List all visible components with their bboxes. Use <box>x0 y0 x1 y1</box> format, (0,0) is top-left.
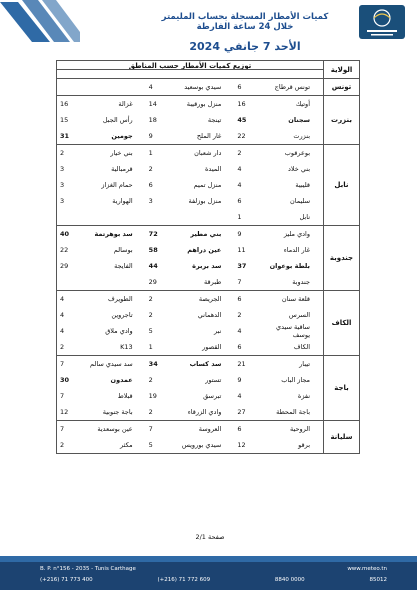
station-name: قلعة سنان <box>281 295 311 303</box>
table-row <box>57 112 323 128</box>
station-name: بنزرت <box>293 132 311 140</box>
station-name: قرمبالية <box>111 165 133 173</box>
station-cell <box>57 116 146 124</box>
station-name: بوسالم <box>113 246 133 254</box>
station-name: الفايجة <box>114 262 133 270</box>
station-name: منزل بوزلفة <box>188 197 222 205</box>
station-name: طبرقة <box>204 278 222 286</box>
rainfall-value: 1 <box>148 149 153 157</box>
station-cell <box>146 278 235 286</box>
station-cell <box>234 441 323 449</box>
station-cell <box>234 83 323 91</box>
station-cell <box>146 100 235 108</box>
rainfall-value: 6 <box>237 83 242 91</box>
station-cell <box>57 311 146 319</box>
station-cell <box>146 360 235 368</box>
rainfall-value: 4 <box>237 181 242 189</box>
governorate-name: تونس <box>323 79 359 95</box>
station-name: الهوارية <box>112 197 133 205</box>
table-row <box>57 307 323 323</box>
rainfall-value: 40 <box>60 230 70 238</box>
station-name: بني خلاد <box>287 165 311 173</box>
station-cell <box>234 278 323 286</box>
table-row <box>57 226 323 242</box>
rainfall-value: 6 <box>237 197 242 205</box>
footer-green-line: 8840 0000 <box>274 577 305 583</box>
rainfall-value: 6 <box>148 181 153 189</box>
station-cell <box>234 197 323 205</box>
rainfall-value: 18 <box>148 116 157 124</box>
rainfall-value: 21 <box>237 360 246 368</box>
governorate-block <box>57 226 359 291</box>
station-cell <box>234 262 323 270</box>
rainfall-value: 7 <box>237 278 242 286</box>
station-name: دار شعبان <box>194 149 222 157</box>
table-row <box>57 339 323 355</box>
rainfall-value: 19 <box>148 392 157 400</box>
rainfall-value: 7 <box>60 392 65 400</box>
rainfall-value: 22 <box>60 246 69 254</box>
header-title-line2: خلال 24 ساعة الفارطة <box>196 22 294 32</box>
rainfall-value: 4 <box>60 311 65 319</box>
rainfall-value: 3 <box>60 181 65 189</box>
station-name: مجاز الباب <box>281 376 311 384</box>
station-cell <box>146 149 235 157</box>
rainfall-value: 2 <box>148 165 153 173</box>
station-cell <box>57 132 146 140</box>
footer-address: B. P. n°156 - 2035 - Tunis Carthage <box>40 566 136 572</box>
rainfall-value: 45 <box>237 116 247 124</box>
table-header <box>57 61 359 79</box>
station-name: سد بربرة <box>192 262 222 270</box>
station-cell <box>57 425 146 433</box>
rainfall-value: 2 <box>148 311 153 319</box>
rainfall-value: 11 <box>237 246 246 254</box>
station-cell <box>234 323 323 339</box>
rainfall-value: 27 <box>237 408 246 416</box>
station-name: عمدون <box>110 376 133 384</box>
table-row <box>57 177 323 193</box>
table-row <box>57 372 323 388</box>
station-name: تستور <box>205 376 222 384</box>
station-name: برقو <box>298 441 311 449</box>
station-name: الجريصة <box>198 295 222 303</box>
table-row <box>57 388 323 404</box>
station-name: باجة جنوبية <box>102 408 133 416</box>
station-cell <box>57 100 146 108</box>
governorate-block <box>57 79 359 96</box>
station-name: حمام الغزاز <box>101 181 133 189</box>
decorative-stripes <box>0 0 80 42</box>
station-name: أوتيك <box>295 100 311 108</box>
rainfall-value: 4 <box>60 295 65 303</box>
rainfall-value: 16 <box>237 100 246 108</box>
rainfall-value: 5 <box>148 327 153 335</box>
rainfall-value: 2 <box>148 295 153 303</box>
station-cell <box>234 213 323 221</box>
station-cell <box>146 246 235 254</box>
station-name: سد بوهرتمة <box>94 230 133 238</box>
governorate-name: باجة <box>323 356 359 420</box>
footer-website[interactable]: www.meteo.tn <box>347 566 387 572</box>
rainfall-value: 37 <box>237 262 247 270</box>
station-cell <box>234 376 323 384</box>
header-title-line1: كميات الأمطار المسجلة بحساب المليمتر <box>161 12 329 22</box>
station-name: غار الدماء <box>283 246 311 254</box>
rainfall-value: 14 <box>148 100 157 108</box>
rainfall-value: 4 <box>148 83 153 91</box>
footer-phone2: (+216) 71 772 609 <box>157 577 211 583</box>
station-name: سجنان <box>288 116 311 124</box>
rainfall-value: 9 <box>148 132 153 140</box>
table-row <box>57 209 323 225</box>
station-name: نابل <box>299 213 311 221</box>
rainfall-value: 7 <box>148 425 153 433</box>
station-cell <box>146 327 235 335</box>
rainfall-value: 12 <box>237 441 246 449</box>
rainfall-value: 29 <box>60 262 69 270</box>
station-cell <box>146 132 235 140</box>
station-cell <box>146 262 235 270</box>
station-cell <box>57 246 146 254</box>
rainfall-value: 16 <box>60 100 69 108</box>
footer-phone1: (+216) 71 773 400 <box>40 577 93 583</box>
regions-header: توزيع كميات الأمطار حسب المناطق <box>57 61 323 78</box>
station-cell <box>57 230 146 238</box>
station-cell <box>234 408 323 416</box>
rainfall-value: 34 <box>148 360 158 368</box>
station-cell <box>57 165 146 173</box>
station-name: غار الملح <box>196 132 222 140</box>
station-name: نفزة <box>297 392 311 400</box>
station-cell <box>234 165 323 173</box>
station-name: الروحية <box>290 425 311 433</box>
governorate-block <box>57 96 359 145</box>
station-name: الطويرف <box>108 295 133 303</box>
rainfall-value: 4 <box>237 392 242 400</box>
station-cell <box>146 408 235 416</box>
rainfall-value: 3 <box>60 165 65 173</box>
rainfall-value: 15 <box>60 116 69 124</box>
station-name: تيبار <box>299 360 311 368</box>
station-name: سليمان <box>289 197 311 205</box>
station-cell <box>57 327 146 335</box>
rainfall-value: 9 <box>237 376 242 384</box>
rainfall-value: 1 <box>237 213 242 221</box>
station-name: عين بوسعدية <box>97 425 133 433</box>
station-cell <box>57 197 146 205</box>
rainfall-value: 22 <box>237 132 246 140</box>
station-name: غزالة <box>118 100 133 108</box>
rainfall-value: 12 <box>60 408 69 416</box>
station-cell <box>57 408 146 416</box>
table-row <box>57 79 323 95</box>
station-cell <box>234 343 323 351</box>
table-row <box>57 291 323 307</box>
governorate-block <box>57 145 359 226</box>
rainfall-value: 2 <box>237 311 242 319</box>
rainfall-value: 58 <box>148 246 158 254</box>
station-cell <box>57 149 146 157</box>
station-cell <box>57 181 146 189</box>
rainfall-value: 30 <box>60 376 70 384</box>
governorate-name: نابل <box>323 145 359 225</box>
station-name: وادي ملاق <box>105 327 133 335</box>
governorate-name: الكاف <box>323 291 359 355</box>
table-row <box>57 96 323 112</box>
table-row <box>57 323 323 339</box>
station-name: تبرسق <box>203 392 222 400</box>
station-cell <box>234 100 323 108</box>
table-row <box>57 258 323 274</box>
station-cell <box>234 132 323 140</box>
station-name: بني مطير <box>190 230 222 238</box>
station-cell <box>57 360 146 368</box>
station-name: تونس قرطاج <box>274 83 311 91</box>
station-cell <box>234 360 323 368</box>
station-cell <box>234 149 323 157</box>
station-name: الميدة <box>205 165 222 173</box>
rainfall-value: 6 <box>237 295 242 303</box>
station-name: سيدي بورويس <box>181 441 222 449</box>
governorate-block <box>57 356 359 421</box>
header-date: الأحد 7 جانفي 2024 <box>189 40 301 53</box>
station-name: قليبية <box>295 181 311 189</box>
station-cell <box>146 295 235 303</box>
rainfall-value: 29 <box>148 278 157 286</box>
station-name: ساقية سيدي يوسف <box>276 323 311 339</box>
station-name: وادي مليز <box>283 230 311 238</box>
rainfall-value: 2 <box>148 376 153 384</box>
station-cell <box>57 376 146 384</box>
station-name: تينجة <box>207 116 222 124</box>
station-cell <box>146 197 235 205</box>
station-cell <box>57 262 146 270</box>
station-name: بوعرقوب <box>284 149 311 157</box>
rainfall-value: 4 <box>237 165 242 173</box>
station-name: جندوبة <box>292 278 311 286</box>
rainfall-value: 4 <box>237 327 242 335</box>
station-cell <box>146 425 235 433</box>
table-row <box>57 356 323 372</box>
rainfall-table <box>56 60 360 454</box>
table-row <box>57 404 323 420</box>
station-cell <box>57 392 146 400</box>
governorate-name: سليانة <box>323 421 359 453</box>
station-name: سد كساب <box>189 360 222 368</box>
station-name: باجة المحطة <box>276 408 311 416</box>
table-row <box>57 193 323 209</box>
station-name: مكثر <box>120 441 133 449</box>
station-cell <box>234 230 323 238</box>
station-name: منزل بورقيبة <box>186 100 222 108</box>
footer <box>0 556 417 590</box>
station-name: تاجروين <box>111 311 133 319</box>
rainfall-value: 7 <box>60 425 65 433</box>
station-name: سد سيدي سالم <box>90 360 133 368</box>
station-cell <box>234 246 323 254</box>
station-name: بني خيار <box>110 149 133 157</box>
station-name: قبلاط <box>117 392 133 400</box>
rainfall-value: 2 <box>237 149 242 157</box>
station-name: القصور <box>202 343 222 351</box>
table-row <box>57 274 323 290</box>
governorate-name: جندوبة <box>323 226 359 290</box>
station-cell <box>57 343 146 351</box>
station-cell <box>146 441 235 449</box>
table-row <box>57 145 323 161</box>
governorate-block <box>57 291 359 356</box>
institute-logo <box>359 5 405 39</box>
station-cell <box>234 181 323 189</box>
rainfall-value: 3 <box>60 197 65 205</box>
governorate-name: بنزرت <box>323 96 359 144</box>
station-cell <box>234 311 323 319</box>
station-cell <box>146 165 235 173</box>
rainfall-value: 3 <box>148 197 153 205</box>
station-cell <box>234 295 323 303</box>
rainfall-value: 2 <box>60 149 65 157</box>
station-name: جومين <box>111 132 133 140</box>
station-cell <box>146 230 235 238</box>
station-name: العروسة <box>198 425 222 433</box>
table-row <box>57 437 323 453</box>
rainfall-value: 2 <box>60 343 65 351</box>
station-cell <box>146 376 235 384</box>
station-name: منزل تميم <box>193 181 222 189</box>
station-name: K13 <box>120 343 133 351</box>
station-cell <box>146 311 235 319</box>
station-name: الدهماني <box>197 311 222 319</box>
rainfall-value: 9 <box>237 230 242 238</box>
footer-short-number: 85012 <box>369 577 387 583</box>
table-row <box>57 128 323 144</box>
station-name: الكاف <box>293 343 311 351</box>
station-name: عين دراهم <box>187 246 222 254</box>
station-name: السرس <box>288 311 311 319</box>
rainfall-value: 2 <box>148 408 153 416</box>
station-name: بلطة بوعوان <box>269 262 311 270</box>
rainfall-value: 5 <box>148 441 153 449</box>
station-cell <box>234 116 323 124</box>
station-cell <box>146 181 235 189</box>
table-row <box>57 242 323 258</box>
station-cell <box>146 116 235 124</box>
rainfall-value: 6 <box>237 343 242 351</box>
station-cell <box>234 392 323 400</box>
station-cell <box>146 343 235 351</box>
station-cell <box>146 392 235 400</box>
rainfall-value: 7 <box>60 360 65 368</box>
rainfall-value: 72 <box>148 230 158 238</box>
rainfall-value: 6 <box>237 425 242 433</box>
rainfall-value: 44 <box>148 262 158 270</box>
page-number: صفحة 2/1 <box>195 533 225 541</box>
rainfall-value: 2 <box>60 441 65 449</box>
station-name: سيدي بوسعيد <box>184 83 222 91</box>
table-row <box>57 161 323 177</box>
governorate-header: الولاية <box>323 61 359 78</box>
station-cell <box>146 83 235 91</box>
rainfall-value: 4 <box>60 327 65 335</box>
station-name: نبر <box>213 327 222 335</box>
station-cell <box>57 295 146 303</box>
governorate-block <box>57 421 359 453</box>
station-cell <box>234 425 323 433</box>
station-name: وادي الزرقاء <box>187 408 222 416</box>
rainfall-value: 31 <box>60 132 70 140</box>
station-name: رأس الجبل <box>102 116 133 124</box>
table-row <box>57 421 323 437</box>
station-cell <box>57 441 146 449</box>
rainfall-value: 1 <box>148 343 153 351</box>
